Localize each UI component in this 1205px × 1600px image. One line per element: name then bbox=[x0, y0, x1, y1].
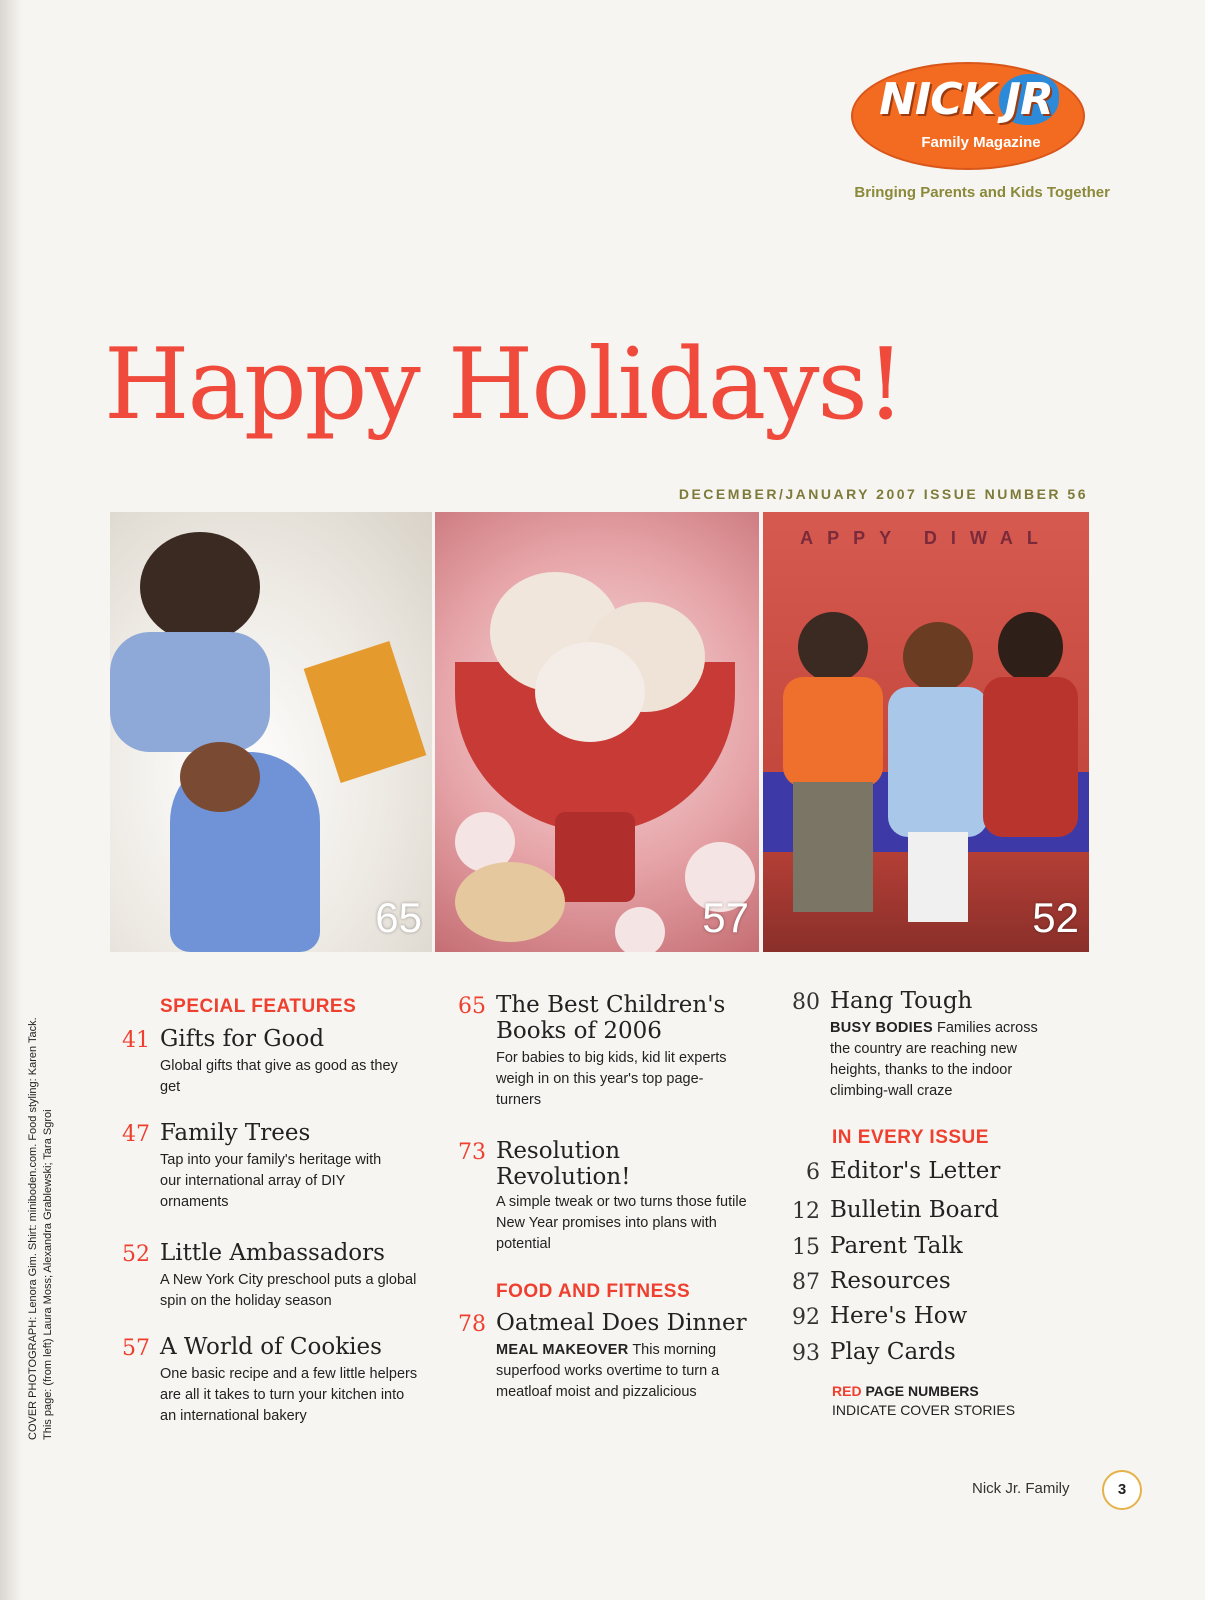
photo-kids-reading bbox=[110, 512, 432, 952]
photo-credit-line-1: COVER PHOTOGRAPH: Lenora Gim. Shirt: miniboden.com. Food styling: Karen Tack. bbox=[27, 1017, 39, 1440]
page-headline: Happy Holidays! bbox=[104, 328, 904, 442]
entry-title: Little Ambassadors bbox=[160, 1240, 385, 1266]
entry-title: Play Cards bbox=[830, 1339, 956, 1365]
photo-credit-line-2: This page: (from left) Laura Moss; Alexandra Grablewski; Tara Sgroi bbox=[42, 1109, 54, 1440]
entry-description: A simple tweak or two turns those futile New Year promises into plans with potential bbox=[496, 1194, 747, 1252]
entry-title: Here's How bbox=[830, 1303, 968, 1329]
entry-page-number: 65 bbox=[458, 994, 486, 1019]
child-hair-shape bbox=[140, 532, 260, 642]
key-text-1: PAGE NUMBERS bbox=[865, 1383, 979, 1399]
food-fitness-heading: FOOD AND FITNESS bbox=[496, 1281, 691, 1302]
entry-title: Oatmeal Does Dinner bbox=[496, 1310, 747, 1336]
key-text-2: INDICATE COVER STORIES bbox=[832, 1402, 1016, 1418]
child-shirt-shape bbox=[783, 677, 883, 787]
diwali-banner: APPY DIWAL bbox=[800, 528, 1052, 548]
photo-page-number: 65 bbox=[375, 894, 422, 941]
entry-title: Gifts for Good bbox=[160, 1026, 325, 1052]
entry-title-line-2: Revolution! bbox=[496, 1164, 631, 1190]
entry-description: Tap into your family's heritage with our international array of DIY ornaments bbox=[160, 1152, 382, 1210]
entry-title-line-1: The Best Children's bbox=[496, 992, 726, 1018]
entry-page-number: 78 bbox=[458, 1312, 486, 1337]
polka-dot bbox=[615, 907, 665, 952]
photo-credit bbox=[26, 900, 56, 1440]
child-head-shape bbox=[903, 622, 973, 692]
entry-title-line-2: Books of 2006 bbox=[496, 1018, 662, 1044]
entry-title: Bulletin Board bbox=[830, 1197, 999, 1223]
photo-cookies bbox=[435, 512, 759, 952]
entry-title: A World of Cookies bbox=[160, 1334, 382, 1360]
child-face-shape bbox=[180, 742, 260, 812]
entry-description-text: This morning superfood works overtime to turn a meatloaf moist and pizzalicious bbox=[496, 1342, 720, 1400]
entry-page-number: 12 bbox=[792, 1199, 820, 1224]
book-shape bbox=[304, 641, 427, 783]
entry-title: Resources bbox=[830, 1268, 951, 1294]
page-fold-shadow bbox=[0, 0, 22, 1600]
bowl-stem-shape bbox=[555, 812, 635, 902]
entry-page-number: 52 bbox=[122, 1242, 150, 1267]
entry-title: Hang Tough bbox=[830, 988, 973, 1014]
entry-page-number: 73 bbox=[458, 1140, 486, 1165]
nick-jr-logo bbox=[851, 62, 1091, 168]
child-boots-shape bbox=[908, 832, 968, 922]
entry-title: Family Trees bbox=[160, 1120, 311, 1146]
entry-kicker: BUSY BODIES bbox=[830, 1020, 933, 1036]
child-dress-shape bbox=[983, 677, 1078, 837]
entry-description: For babies to big kids, kid lit experts weigh in on this year's top page-turners bbox=[496, 1050, 727, 1108]
entry-page-number: 6 bbox=[806, 1160, 820, 1185]
entry-description: A New York City preschool puts a global spin on the holiday season bbox=[160, 1272, 417, 1309]
tagline: Bringing Parents and Kids Together bbox=[854, 184, 1110, 201]
entry-page-number: 47 bbox=[122, 1122, 150, 1147]
entry-description-text: Families across the country are reaching new heights, thanks to the indoor climbing-wall craze bbox=[830, 1020, 1038, 1099]
cookie-shape bbox=[535, 642, 645, 742]
entry-title: Editor's Letter bbox=[830, 1158, 1001, 1184]
entry-page-number: 92 bbox=[792, 1305, 820, 1330]
entry-page-number: 57 bbox=[122, 1336, 150, 1361]
entry-title: Parent Talk bbox=[830, 1233, 963, 1259]
in-every-issue-heading: IN EVERY ISSUE bbox=[832, 1127, 989, 1148]
entry-page-number: 80 bbox=[792, 990, 820, 1015]
child-pants-shape bbox=[793, 782, 873, 912]
entry-page-number: 41 bbox=[122, 1028, 150, 1053]
entry-title-line-1: Resolution bbox=[496, 1138, 621, 1164]
entry-description: One basic recipe and a few little helpers are all it takes to turn your kitchen into an international bakery bbox=[160, 1366, 418, 1424]
red-page-numbers-note bbox=[832, 1382, 1015, 1420]
cookie-shape bbox=[455, 862, 565, 942]
photo-page-number: 52 bbox=[1032, 894, 1079, 941]
logo-subtitle: Family Magazine bbox=[921, 134, 1041, 151]
logo-brand-jr: JR bbox=[999, 74, 1059, 125]
photo-page-number: 57 bbox=[702, 894, 749, 941]
child-pajamas-shape bbox=[110, 632, 270, 752]
entry-description bbox=[830, 1018, 1060, 1102]
logo-wordmark bbox=[869, 74, 1069, 125]
entry-description: Global gifts that give as good as they get bbox=[160, 1058, 398, 1095]
page-number-badge: 3 bbox=[1102, 1470, 1142, 1510]
child-head-shape bbox=[798, 612, 868, 682]
key-red-word: RED bbox=[832, 1383, 862, 1399]
entry-kicker: MEAL MAKEOVER bbox=[496, 1342, 629, 1358]
logo-brand: NICK bbox=[879, 74, 995, 125]
child-head-shape bbox=[998, 612, 1063, 682]
photo-diwali-kids bbox=[763, 512, 1089, 952]
folio-label: Nick Jr. Family bbox=[972, 1480, 1070, 1497]
entry-page-number: 87 bbox=[792, 1270, 820, 1295]
entry-page-number: 93 bbox=[792, 1341, 820, 1366]
entry-page-number: 15 bbox=[792, 1235, 820, 1260]
entry-description bbox=[496, 1340, 758, 1403]
issue-line: DECEMBER/JANUARY 2007 ISSUE NUMBER 56 bbox=[678, 486, 1088, 502]
special-features-heading: SPECIAL FEATURES bbox=[160, 996, 357, 1017]
child-dress-shape bbox=[888, 687, 988, 837]
